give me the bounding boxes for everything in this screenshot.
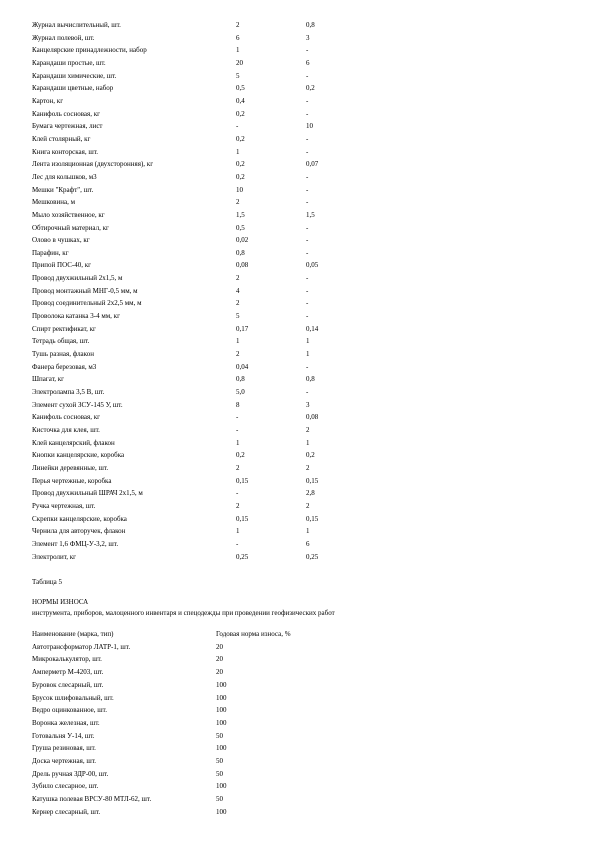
- table-row: [32, 120, 572, 133]
- value-b: 0,15: [306, 476, 319, 485]
- value-a: 0,15: [236, 514, 249, 523]
- table-row: [32, 133, 572, 146]
- value-b: -: [306, 236, 309, 245]
- item-name: Карандаши цветные, набор: [32, 84, 114, 93]
- item-name: Лес для кольшков, м3: [32, 172, 97, 181]
- value-b: -: [306, 248, 309, 257]
- item-name: Автотрансформатор ЛАТР-1, шт.: [32, 642, 131, 651]
- table-row: [32, 666, 532, 679]
- table-row: [32, 272, 572, 285]
- item-name: Кисточка для клея, шт.: [32, 426, 100, 434]
- value-b: -: [306, 134, 309, 143]
- item-name: Журнал полевой, шт.: [32, 33, 95, 42]
- item-name: Буровок слесарный, шт.: [32, 680, 104, 689]
- value-a: 2: [236, 198, 240, 207]
- value-b: 0,8: [306, 21, 315, 29]
- table-row: [32, 335, 572, 348]
- item-name: Тетрадь общая, шт.: [32, 337, 90, 346]
- table-row: [32, 234, 572, 247]
- value-b: -: [306, 96, 309, 105]
- table-row: [32, 57, 572, 70]
- value-b: 2,8: [306, 489, 315, 498]
- value-a: 2: [236, 501, 240, 510]
- value-b: 0,14: [306, 324, 319, 333]
- value-a: 0,5: [236, 223, 245, 232]
- value-b: -: [306, 46, 309, 55]
- value-b: -: [306, 109, 309, 118]
- table-row: [32, 538, 572, 551]
- item-name: Перья чертежные, коробка: [32, 476, 112, 485]
- table-5-title: НОРМЫ ИЗНОСА: [32, 598, 89, 606]
- item-name: Груша резиновая, шт.: [32, 744, 96, 753]
- table-row: [32, 323, 572, 336]
- value-a: 0,25: [236, 552, 249, 561]
- value-a: 5: [236, 71, 240, 80]
- table-row: [32, 551, 572, 564]
- item-name: Припой ПОС-40, кг: [32, 261, 92, 270]
- item-name: Парафин, кг: [32, 248, 69, 257]
- table-row: [32, 641, 532, 654]
- table-5-subtitle: инструмента, приборов, малоценного инвентаря и спецодежды при проведении геофизических работ: [32, 609, 335, 617]
- value-b: -: [306, 312, 309, 321]
- value-a: -: [236, 413, 239, 422]
- item-name: Бумага чертежная, лист: [32, 122, 103, 131]
- value-a: 2: [236, 299, 240, 308]
- value-b: 3: [306, 33, 310, 42]
- table-row: [32, 717, 532, 730]
- value-a: 5: [236, 312, 240, 321]
- value-b: 1: [306, 337, 310, 346]
- table-row: [32, 259, 572, 272]
- table-row: [32, 285, 572, 298]
- table-row: [32, 679, 532, 692]
- item-name: Лента изоляционная (двухсторонняя), кг: [32, 160, 154, 169]
- item-name: Журнал вычислительный, шт.: [32, 21, 121, 29]
- table-row: [32, 487, 572, 500]
- item-name: Провод монтажный МНГ-0,5 мм, м: [32, 286, 138, 295]
- item-name: Кернер слесарный, шт.: [32, 807, 101, 816]
- item-name: Канифоль сосновая, кг: [32, 413, 101, 422]
- table-row: [32, 437, 572, 450]
- item-name: Клей столярный, кг: [32, 134, 91, 143]
- item-name: Карандаши простые, шт.: [32, 58, 106, 67]
- item-name: Дрель ручная ЗДР-00, шт.: [32, 769, 109, 778]
- wear-norm: 100: [216, 680, 227, 689]
- table-row: [32, 209, 572, 222]
- value-a: 1: [236, 438, 240, 447]
- value-a: 20: [236, 58, 243, 67]
- wear-norm: 100: [216, 706, 227, 715]
- value-b: 3: [306, 400, 310, 409]
- wear-norm: 100: [216, 807, 227, 816]
- table-row: [32, 70, 572, 83]
- table-row: [32, 146, 572, 159]
- table-row: [32, 158, 572, 171]
- value-a: 6: [236, 33, 240, 42]
- value-a: 1: [236, 46, 240, 55]
- value-b: 2: [306, 501, 310, 510]
- item-name: Тушь разная, флакон: [32, 350, 94, 359]
- table-row: [32, 247, 572, 260]
- value-b: 0,8: [306, 375, 315, 384]
- item-name: Мешковина, м: [32, 198, 76, 207]
- value-a: -: [236, 539, 239, 548]
- table-row: [32, 348, 572, 361]
- value-b: 2: [306, 426, 310, 434]
- table-row: [32, 730, 532, 743]
- value-a: 0,5: [236, 84, 245, 93]
- item-name: Провод двухжильный 2х1,5, м: [32, 274, 123, 283]
- table-row: [32, 793, 532, 806]
- item-name: Катушка полевая ВРСУ-80 МТЛ-62, шт.: [32, 795, 152, 804]
- table-row: [32, 768, 532, 781]
- item-name: Воронка железная, шт.: [32, 718, 100, 727]
- wear-norm: 20: [216, 655, 223, 664]
- value-a: 10: [236, 185, 243, 194]
- value-b: -: [306, 286, 309, 295]
- value-a: 1,5: [236, 210, 245, 219]
- table-row: [32, 19, 572, 32]
- value-b: -: [306, 185, 309, 194]
- value-b: 10: [306, 122, 313, 131]
- value-b: 1: [306, 527, 310, 536]
- item-name: Канифоль сосновая, кг: [32, 109, 101, 118]
- item-name: Провод двухжильный ШРАЧ 2х1,5, м: [32, 489, 143, 498]
- item-name: Линейки деревянные, шт.: [32, 463, 109, 472]
- table-row: [32, 424, 572, 437]
- value-a: 4: [236, 286, 240, 295]
- value-b: -: [306, 299, 309, 308]
- wear-norm: 20: [216, 642, 223, 651]
- item-name: Мыло хозяйственное, кг: [32, 210, 105, 219]
- item-name: Шпагат, кг: [32, 375, 65, 384]
- materials-table-body: [32, 19, 572, 563]
- wear-norm: 50: [216, 769, 223, 778]
- value-b: 1,5: [306, 210, 315, 219]
- table-row: [32, 184, 572, 197]
- value-a: 1: [236, 337, 240, 346]
- value-a: -: [236, 489, 239, 498]
- value-a: 0,2: [236, 160, 245, 169]
- value-b: -: [306, 274, 309, 283]
- item-name: Готовальня У-14, шт.: [32, 731, 95, 740]
- value-b: 0,2: [306, 84, 315, 93]
- value-a: 0,2: [236, 134, 245, 143]
- value-b: 0,2: [306, 451, 315, 460]
- item-name: Ручка чертежная, шт.: [32, 501, 96, 510]
- value-a: 0,8: [236, 248, 245, 257]
- item-name: Канцелярские принадлежности, набор: [32, 46, 147, 55]
- value-a: 0,2: [236, 109, 245, 118]
- wear-norm: 100: [216, 782, 227, 791]
- wear-norms-table: [32, 628, 532, 819]
- value-a: 2: [236, 21, 240, 29]
- value-a: 2: [236, 350, 240, 359]
- table-row: [32, 513, 572, 526]
- value-b: -: [306, 172, 309, 181]
- wear-norm: 50: [216, 731, 223, 740]
- value-b: 6: [306, 58, 310, 67]
- wear-norm: 50: [216, 757, 223, 766]
- table-row: [32, 171, 572, 184]
- table-row: [32, 704, 532, 717]
- wear-norm: 50: [216, 795, 223, 804]
- item-name: Скрепки канцелярские, коробка: [32, 514, 127, 523]
- table-row: [32, 82, 572, 95]
- item-name: Кнопки канцелярские, коробка: [32, 451, 125, 460]
- table-row: [32, 222, 572, 235]
- value-a: 8: [236, 400, 240, 409]
- table-row: [32, 692, 532, 705]
- wear-norm: 20: [216, 668, 223, 677]
- value-a: 0,4: [236, 96, 245, 105]
- value-a: 0,2: [236, 172, 245, 181]
- value-b: 1: [306, 350, 310, 359]
- table-row: [32, 32, 572, 45]
- table-row: [32, 297, 572, 310]
- table-row: [32, 108, 572, 121]
- value-b: 1: [306, 438, 310, 447]
- wear-norm: 100: [216, 718, 227, 727]
- table-row: [32, 361, 572, 374]
- wear-norms-table-body: [32, 628, 532, 819]
- table-row: [32, 449, 572, 462]
- item-name: Ведро оцинкованное, шт.: [32, 706, 107, 715]
- item-name: Электролит, кг: [32, 552, 77, 561]
- item-name: Амперметр М-4203, шт.: [32, 668, 104, 677]
- value-a: 2: [236, 274, 240, 283]
- item-name: Олово в чушках, кг: [32, 236, 90, 245]
- materials-table: [32, 19, 572, 563]
- value-b: -: [306, 362, 309, 371]
- table-5-label: Таблица 5: [32, 578, 62, 586]
- value-b: 0,07: [306, 160, 319, 169]
- value-a: 0,08: [236, 261, 249, 270]
- table-row: [32, 806, 532, 819]
- value-b: -: [306, 198, 309, 207]
- value-a: 0,17: [236, 324, 249, 333]
- value-a: 1: [236, 527, 240, 536]
- table-row: [32, 742, 532, 755]
- value-a: -: [236, 122, 239, 131]
- value-a: 0,02: [236, 236, 249, 245]
- value-a: 5,0: [236, 388, 245, 397]
- item-name: Доска чертежная, шт.: [32, 757, 96, 766]
- item-name: Зубило слесарное, шт.: [32, 782, 99, 791]
- header-norm: Годовая норма износа, %: [216, 630, 291, 638]
- value-b: -: [306, 388, 309, 397]
- value-a: 0,04: [236, 362, 249, 371]
- table-row: [32, 500, 572, 513]
- wear-norm: 100: [216, 693, 227, 702]
- table-row: [32, 95, 572, 108]
- item-name: Обтирочный материал, кг: [32, 223, 109, 232]
- table-row: [32, 373, 572, 386]
- table-row: [32, 653, 532, 666]
- table-row: [32, 44, 572, 57]
- item-name: Элемент 1,6 ФМЦ-У-3,2, шт.: [32, 539, 119, 548]
- value-a: 0,8: [236, 375, 245, 384]
- value-a: -: [236, 426, 239, 434]
- table-row: [32, 399, 572, 412]
- value-b: -: [306, 223, 309, 232]
- value-b: 2: [306, 463, 310, 472]
- table-row: [32, 462, 572, 475]
- value-b: -: [306, 147, 309, 156]
- item-name: Фанера березовая, м3: [32, 362, 97, 371]
- table-row: [32, 196, 572, 209]
- item-name: Брусок шлифовальный, шт.: [32, 693, 114, 702]
- item-name: Карандаши химические, шт.: [32, 71, 117, 80]
- value-a: 1: [236, 147, 240, 156]
- item-name: Провод соединительный 2х2,5 мм, м: [32, 299, 142, 308]
- item-name: Элемент сухой ЗСУ-145 У, шт.: [32, 400, 123, 409]
- item-name: Спирт ректификат, кг: [32, 324, 96, 333]
- item-name: Клей канцелярский, флакон: [32, 438, 115, 447]
- table-row: [32, 755, 532, 768]
- table-row: [32, 386, 572, 399]
- value-b: 0,05: [306, 261, 319, 270]
- value-a: 0,15: [236, 476, 249, 485]
- item-name: Мешки "Крафт", шт.: [32, 185, 94, 194]
- value-b: 0,15: [306, 514, 319, 523]
- value-b: 0,25: [306, 552, 319, 561]
- table-row: [32, 411, 572, 424]
- table-row: [32, 780, 532, 793]
- value-a: 0,2: [236, 451, 245, 460]
- value-b: 0,08: [306, 413, 319, 422]
- value-a: 2: [236, 463, 240, 472]
- value-b: -: [306, 71, 309, 80]
- header-name: Наименование (марка, тип): [32, 630, 114, 638]
- item-name: Электролампа 3,5 В, шт.: [32, 388, 105, 397]
- table-row: [32, 310, 572, 323]
- item-name: Картон, кг: [32, 96, 64, 105]
- wear-norms-header-row: [32, 628, 532, 641]
- table-row: [32, 475, 572, 488]
- wear-norm: 100: [216, 744, 227, 753]
- item-name: Микрокалькулятор, шт.: [32, 655, 102, 664]
- table-row: [32, 525, 572, 538]
- item-name: Книга конторская, шт.: [32, 147, 99, 156]
- value-b: 6: [306, 539, 310, 548]
- item-name: Чернила для авторучек, флакон: [32, 527, 126, 536]
- item-name: Проволока катанка 3-4 мм, кг: [32, 312, 120, 321]
